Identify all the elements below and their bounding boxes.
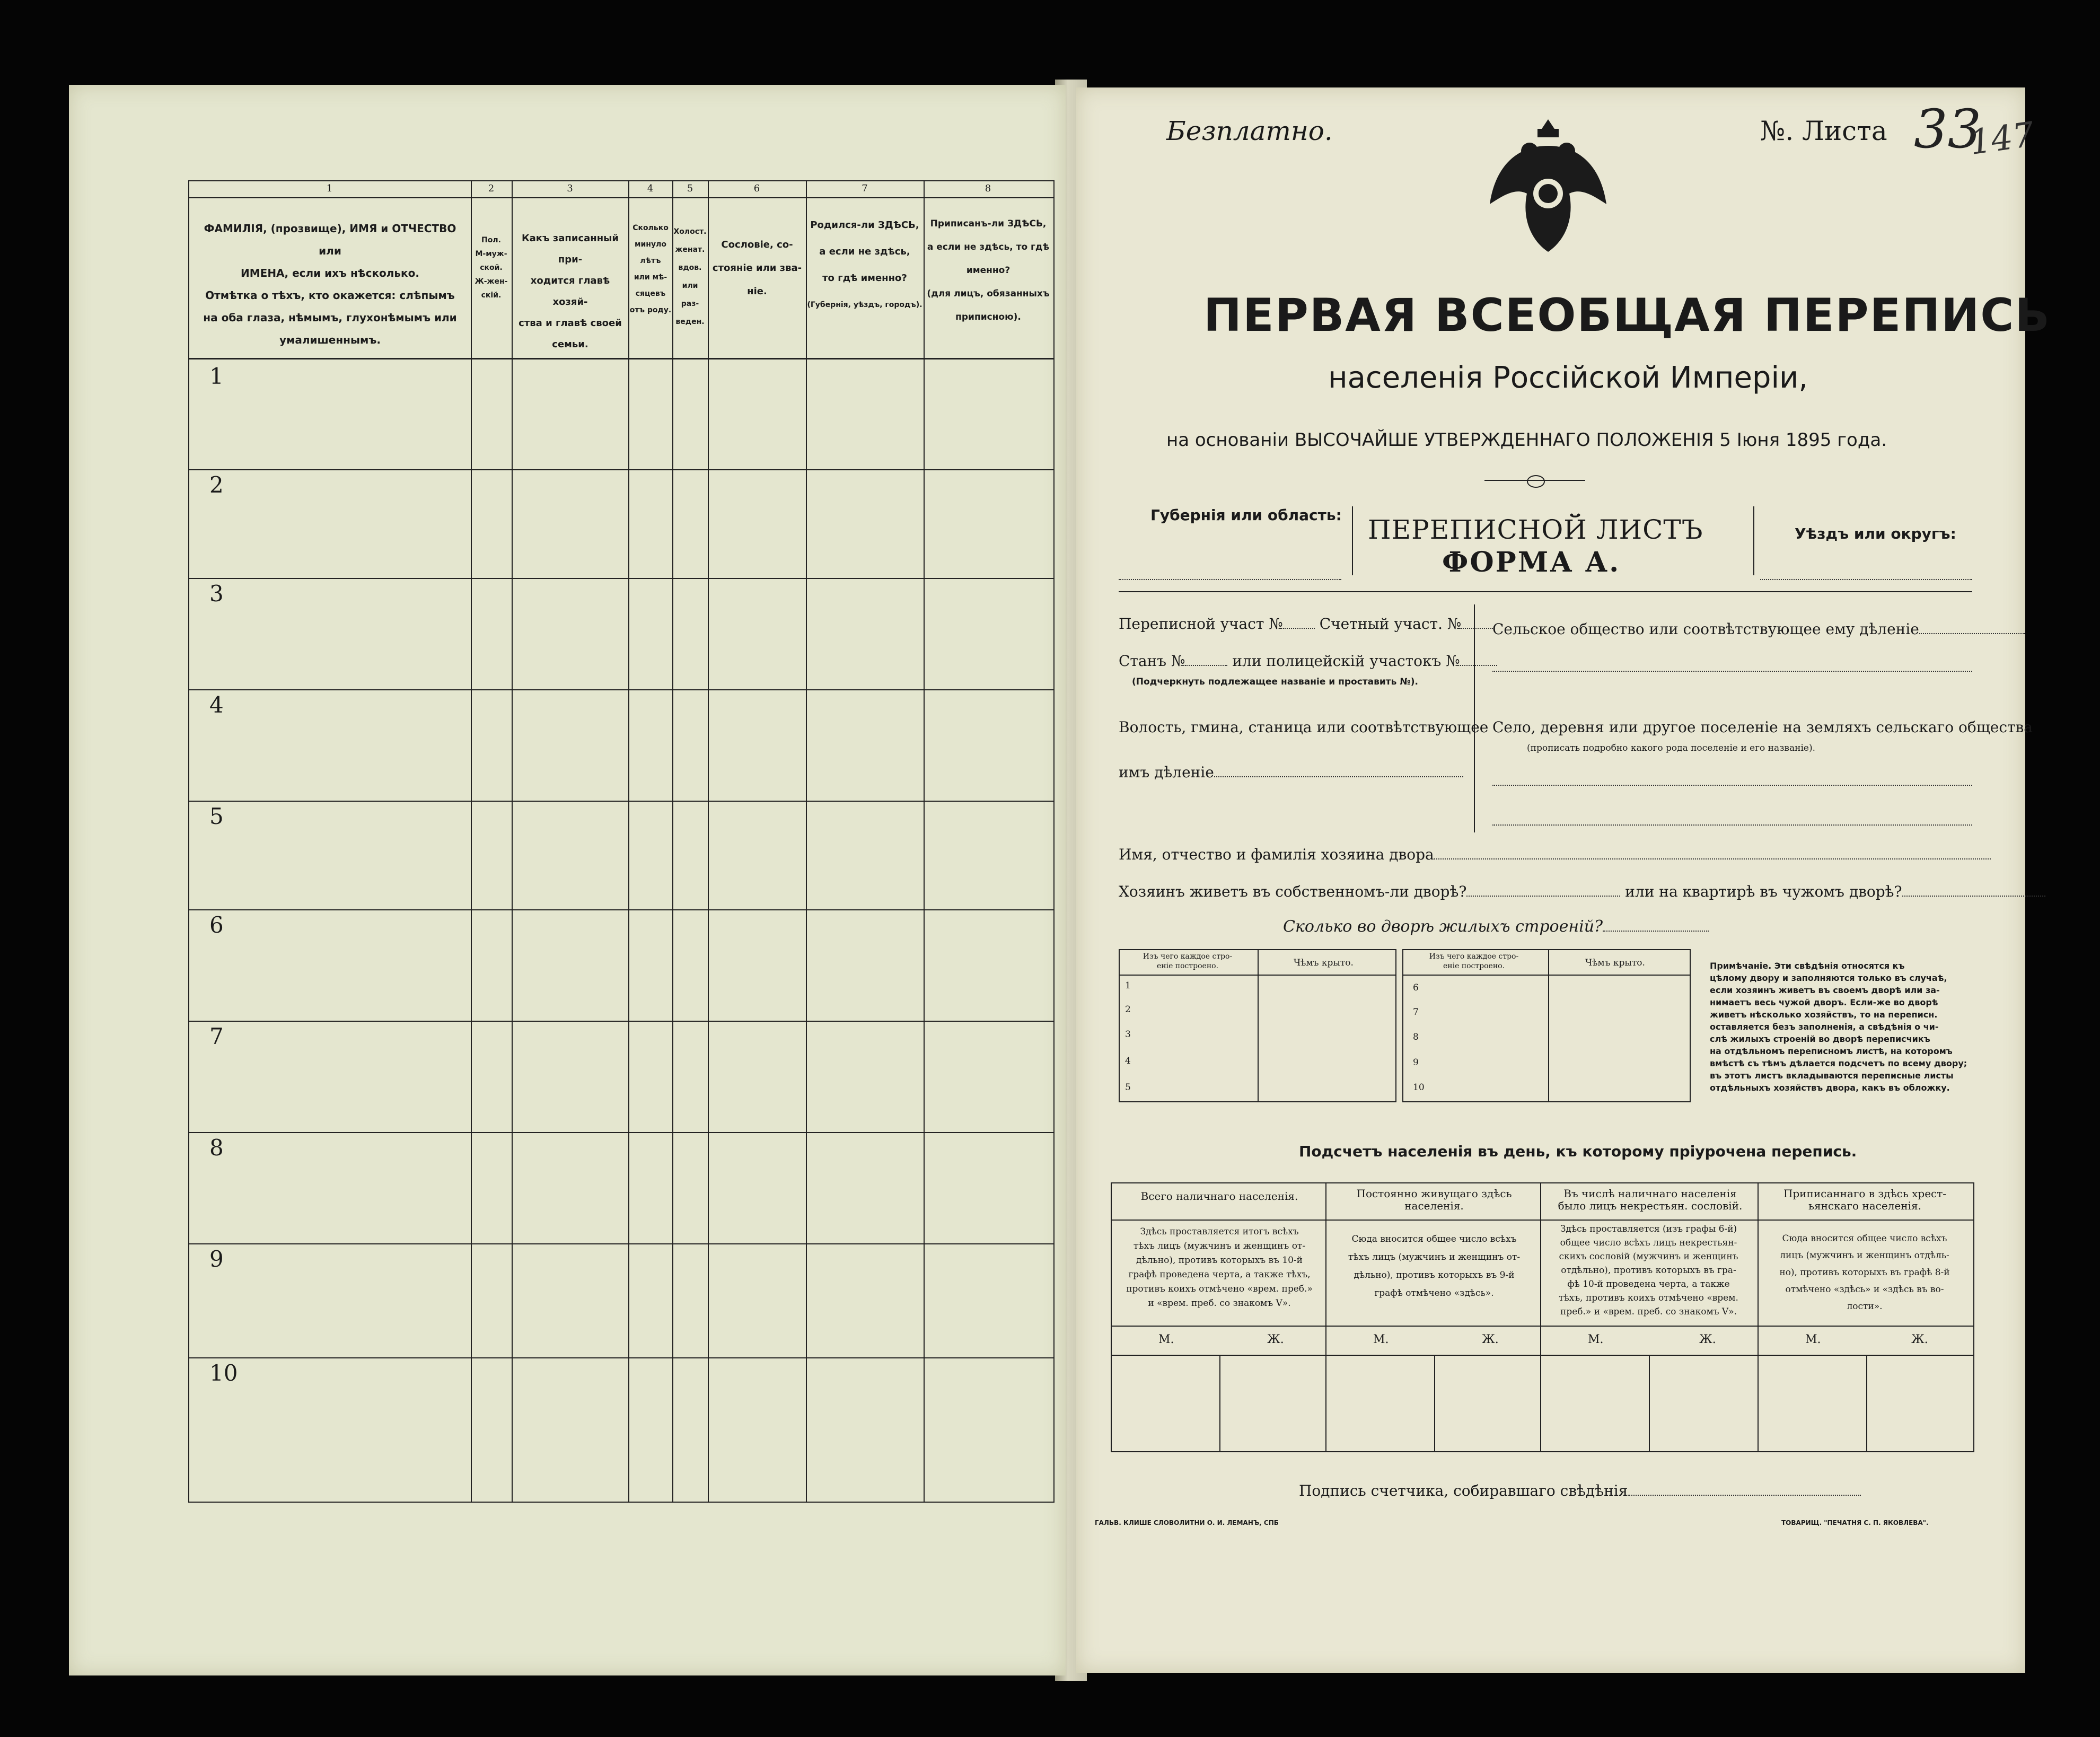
signature-field: Подпись счетчика, собиравшаго свѣдѣнія [1299, 1482, 1861, 1499]
bt-right-10: 10 [1413, 1082, 1425, 1093]
bt-left-1: 1 [1125, 980, 1131, 991]
c3-desc: Здѣсь проставляется (изъ графы 6-й) общее число всѣхъ лицъ некрестьян- скихъ сословій (мужчинъ и женщинъ отдѣльно), противъ которыхъ въ гра- фѣ 10-й проведена черта, а также тѣхъ, противъ коихъ отмѣчено «врем. преб.» и «врем. преб. со знакомъ V». [1559, 1224, 1738, 1317]
col3-header: Какъ записанный при- ходится главѣ хозяй- ства и главѣ своей семьи. [519, 233, 622, 350]
bt-left-5: 5 [1125, 1082, 1131, 1093]
buildings-table-right [1402, 949, 1691, 1102]
c1-desc: Здѣсь проставляется итогъ всѣхъ тѣхъ лицъ (мужчинъ и женщинъ от- дѣльно), противъ которыхъ въ 10-й графѣ проведена черта, а также тѣхъ, противъ коихъ отмѣчено «врем. преб.» и «врем. преб. со знакомъ V». [1126, 1226, 1313, 1309]
printer-right: ТОВАРИЩ. "ПЕЧАТНЯ С. П. ЯКОВЛЕВА". [1781, 1519, 1929, 1527]
bt-left-4: 4 [1125, 1056, 1131, 1066]
colnum-3: 3 [567, 183, 573, 194]
census-basis: на основаніи ВЫСОЧАЙШЕ УТВЕРЖДЕННАГО ПОЛОЖЕНІЯ 5 Іюня 1895 года. [1166, 429, 1887, 451]
row-number-3: 3 [209, 581, 224, 607]
c3-m: М. [1588, 1333, 1604, 1346]
stan-field: Станъ № или полицейскій участокъ № [1119, 652, 1497, 670]
c1-header: Всего наличнаго населенія. [1140, 1190, 1298, 1203]
c3-header: Въ числѣ наличнаго населенія было лицъ некрестьян. сословій. [1558, 1187, 1743, 1212]
colnum-8: 8 [985, 183, 991, 194]
uchast-field: Переписной участ № Счетный участ. № [1119, 615, 1493, 633]
volost-field: имъ дѣленіе [1119, 764, 1463, 781]
row-number-2: 2 [209, 472, 224, 498]
c3-zh: Ж. [1699, 1333, 1716, 1346]
buildings-note: Примѣчаніе. Эти свѣдѣнія относятся къ цѣлому двору и заполняются только въ случаѣ, если хозяинъ живетъ въ своемъ дворѣ или за- нимаетъ весь чужой дворъ. Если-же во дворѣ живетъ нѣсколько хозяйствъ, то на переписн. оставляется безъ заполненія, а свѣдѣнія о чи- слѣ жилыхъ строеній во дворѣ переписчикъ на отдѣльномъ переписномъ листѣ, на которомъ вмѣстѣ съ тѣмъ дѣлается подсчетъ по всему двору; въ этотъ листъ вкладываются переписные листы отдѣльныхъ хозяйствъ двора, какъ въ обложку. [1710, 961, 1967, 1093]
gubernia-label: Губернія или область: [1150, 506, 1342, 524]
bt-h2-left: Чѣмъ крыто. [1294, 958, 1354, 968]
c2-header: Постоянно живущаго здѣсь населенія. [1356, 1187, 1512, 1212]
c1-m: М. [1158, 1333, 1174, 1346]
sheet-number-extra: 147 [1967, 115, 2037, 163]
row-number-7: 7 [209, 1023, 224, 1049]
colnum-5: 5 [687, 183, 693, 194]
c4-m: М. [1805, 1333, 1821, 1346]
underline-note: (Подчеркнуть подлежащее названіе и проставить №). [1132, 677, 1418, 687]
colnum-2: 2 [488, 183, 495, 194]
census-subtitle: населенія Россійской Имперіи, [1328, 361, 1808, 395]
bt-left-3: 3 [1125, 1029, 1131, 1040]
col1-header: ФАМИЛІЯ, (прозвище), ИМЯ и ОТЧЕСТВО или ИМЕНА, если ихъ нѣсколько. Отмѣтка о тѣхъ, кто окажется: слѣпымъ на оба глаза, нѣмымъ, глухонѣмымъ или умалишеннымъ. [203, 222, 457, 346]
colnum-4: 4 [647, 183, 654, 194]
c4-header: Приписаннаго в здѣсь хрест- ьянскаго населенія. [1783, 1187, 1947, 1212]
count-title: Подсчетъ населенія въ день, къ которому пріурочена перепись. [1299, 1143, 1857, 1160]
row-number-10: 10 [209, 1360, 238, 1386]
printer-left: ГАЛЬВ. КЛИШЕ СЛОВОЛИТНИ О. И. ЛЕМАНЪ, СПБ [1095, 1519, 1279, 1527]
census-title: ПЕРВАЯ ВСЕОБЩАЯ ПЕРЕПИСЬ [1203, 289, 2051, 342]
c2-desc: Сюда вносится общее число всѣхъ тѣхъ лицъ (мужчинъ и женщинъ от- дѣльно), противъ которыхъ въ 9-й графѣ отмѣчено «здѣсь». [1348, 1234, 1521, 1299]
c4-zh: Ж. [1911, 1333, 1928, 1346]
row-number-6: 6 [209, 912, 224, 938]
bt-right-6: 6 [1413, 982, 1419, 993]
bt-right-9: 9 [1413, 1057, 1419, 1068]
bt-left-2: 2 [1125, 1004, 1131, 1015]
owner-field: Имя, отчество и фамилія хозяина двора [1119, 846, 1991, 863]
col7-header: Родился-ли ЗДѢСЬ, а если не здѣсь, то гдѣ именно? (Губернія, уѣздъ, городъ). [807, 220, 922, 309]
row-number-9: 9 [209, 1246, 224, 1272]
c4-desc: Сюда вносится общее число всѣхъ лицъ (мужчинъ и женщинъ отдѣль- но), противъ которыхъ въ графѣ 8-й отмѣчено «здѣсь» и «здѣсь въ во- лости». [1779, 1233, 1950, 1312]
volost-label: Волость, гмина, станица или соотвѣтствующее [1119, 718, 1489, 736]
col4-header: Сколько минуло лѣтъ или мѣ- сяцевъ отъ роду. [629, 224, 672, 314]
bt-h1-right: Изъ чего каждое стро- еніе построено. [1429, 952, 1519, 970]
row-number-4: 4 [209, 692, 224, 718]
bt-right-8: 8 [1413, 1032, 1419, 1042]
col6-header: Сословіе, со- стояніе или зва- ніе. [712, 239, 802, 297]
selo-note: (прописать подробно какого рода поселеніе и его названіе). [1527, 743, 1815, 753]
double-headed-eagle-icon [1484, 114, 1612, 257]
colnum-6: 6 [753, 183, 760, 194]
row-number-8: 8 [209, 1135, 224, 1161]
col5-header: Холост. женат. вдов. или раз- веден. [673, 227, 707, 326]
c2-zh: Ж. [1482, 1333, 1499, 1346]
form-title: ПЕРЕПИСНОЙ ЛИСТЪ [1368, 514, 1703, 545]
selo-label: Село, деревня или другое поселеніе на земляхъ сельскаго общества [1492, 718, 2033, 736]
free-label: Безплатно. [1166, 116, 1333, 146]
col2-header: Пол. М-муж- ской. Ж-жен- скій. [475, 236, 508, 300]
colnum-7: 7 [862, 183, 868, 194]
count-table [1111, 1182, 1974, 1452]
row-number-1: 1 [209, 363, 224, 389]
sheet-number-label: №. Листа [1760, 116, 1887, 146]
colnum-1: 1 [326, 183, 333, 194]
bt-right-7: 7 [1413, 1007, 1419, 1017]
bt-h1-left: Изъ чего каждое стро- еніе построено. [1143, 952, 1233, 970]
col8-header: Приписанъ-ли ЗДѢСЬ, а если не здѣсь, то гдѣ именно? (для лицъ, обязанныхъ приписною). [927, 218, 1050, 322]
c1-zh: Ж. [1267, 1333, 1284, 1346]
bt-h2-right: Чѣмъ крыто. [1585, 958, 1645, 968]
uezd-label: Уѣздъ или округъ: [1795, 525, 1956, 542]
selskoe-field: Сельское общество или соотвѣтствующее ему дѣленіе [1492, 620, 2025, 638]
sheet-number-handwritten: 33 [1914, 98, 1982, 160]
form-subtitle: ФОРМА А. [1442, 546, 1621, 578]
row-number-5: 5 [209, 803, 224, 829]
buildings-field: Сколько во дворѣ жилыхъ строеній? [1283, 917, 1709, 936]
c2-m: М. [1373, 1333, 1389, 1346]
owner-lives-field: Хозяинъ живетъ въ собственномъ-ли дворѣ? или на квартирѣ въ чужомъ дворѣ? [1119, 883, 2045, 900]
